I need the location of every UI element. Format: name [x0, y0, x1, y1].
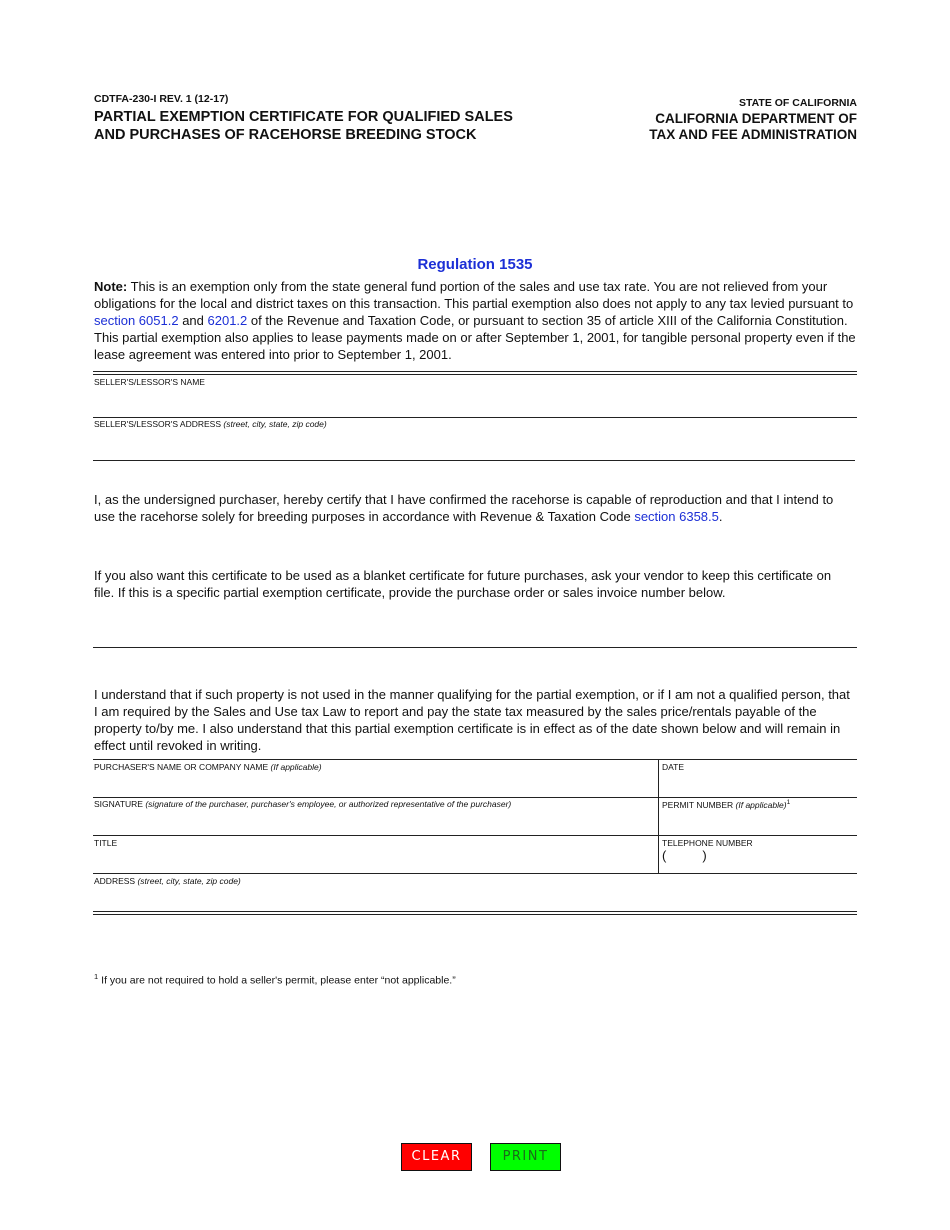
purchaser-name-field[interactable] [94, 773, 658, 797]
seller-address-hint: (street, city, state, zip code) [223, 419, 327, 429]
certification-text: I, as the undersigned purchaser, hereby certify that I have confirmed the racehorse is capable of reproduction and that I intend to use the racehorse solely for breeding purposes in accordance with Revenue & Taxation Code [94, 492, 834, 524]
purchaser-grid-bottom [93, 911, 857, 912]
purchaser-name-label-wrap [94, 762, 322, 772]
permit-footnote-mark: 1 [786, 799, 791, 806]
certification-end: . [718, 509, 723, 524]
purchaser-grid-divider [658, 759, 659, 873]
date-label: DATE [662, 762, 685, 772]
purchaser-row-4-line [93, 873, 857, 874]
telephone-open-paren: ( [662, 848, 667, 863]
purchase-order-underline [93, 647, 857, 648]
seller-name-underline [93, 417, 857, 418]
seller-address-field[interactable] [94, 432, 858, 460]
purchaser-grid-top [93, 759, 857, 760]
telephone-number-field[interactable] [712, 847, 858, 867]
regulation-heading: Regulation 1535 [417, 256, 533, 273]
note-text-3: of the Revenue and Taxation Code, or pursuant to section 35 of article XIII of the California Constitution. This partial exemption also applies to lease payments made on or after September 1, 2001, for tangible personal property even if the lease agreement was entered into prior to September 1, 2001. [94, 313, 856, 362]
seller-address-label: SELLER'S/LESSOR'S ADDRESS [94, 419, 222, 429]
telephone-area-code-field[interactable] [672, 847, 706, 867]
permit-hint: (If applicable) [735, 799, 787, 810]
form-title-line-2: AND PURCHASES OF RACEHORSE BREEDING STOCK [94, 127, 477, 143]
title-label: TITLE [94, 838, 118, 848]
purchaser-name-label: PURCHASER'S NAME OR COMPANY NAME [94, 762, 269, 772]
seller-name-field[interactable] [94, 390, 858, 416]
purchaser-address-label-wrap [94, 876, 241, 886]
form-number: CDTFA-230-I REV. 1 (12-17) [94, 93, 229, 105]
purchaser-row-3-line [93, 835, 857, 836]
footnote-mark: 1 [94, 972, 99, 981]
note-label: Note: [94, 279, 128, 294]
section-6201-2-link[interactable]: 6201.2 [207, 313, 248, 328]
agency-line-1: CALIFORNIA DEPARTMENT OF [655, 111, 857, 126]
purchaser-address-field[interactable] [94, 887, 858, 911]
signature-label-wrap [94, 799, 511, 809]
seller-address-label-wrap [94, 419, 327, 429]
signature-label: SIGNATURE [94, 799, 143, 809]
note-text-2: and [178, 313, 208, 328]
certification-paragraph [94, 491, 857, 525]
purchaser-address-label: ADDRESS [94, 876, 136, 886]
seller-divider-top-2 [93, 374, 857, 375]
permit-label-wrap [662, 799, 790, 810]
purchaser-row-2-line [93, 797, 857, 798]
permit-label: PERMIT NUMBER [662, 799, 734, 810]
purchaser-grid-bottom-2 [93, 914, 857, 915]
form-title [94, 108, 564, 144]
title-field[interactable] [94, 849, 658, 873]
telephone-label: TELEPHONE NUMBER [662, 838, 753, 848]
agency-line-2: TAX AND FEE ADMINISTRATION [649, 127, 857, 142]
seller-name-label: SELLER'S/LESSOR'S NAME [94, 377, 205, 387]
print-button[interactable]: PRINT [490, 1143, 561, 1171]
purchase-order-field[interactable] [94, 620, 858, 646]
signature-hint: (signature of the purchaser, purchaser's employee, or authorized representative of the purchaser) [145, 799, 512, 809]
seller-divider-top [93, 371, 857, 372]
note-paragraph [94, 278, 857, 363]
telephone-close-paren: ) [702, 848, 707, 863]
purchaser-name-hint: (If applicable) [270, 762, 322, 772]
agency-block [649, 97, 857, 143]
clear-button[interactable]: CLEAR [401, 1143, 472, 1171]
purchaser-address-hint: (street, city, state, zip code) [137, 876, 241, 886]
understanding-paragraph: I understand that if such property is not used in the manner qualifying for the partial exemption, or if I am not a qualified person, that I am required by the Sales and Use tax Law to report and pay the state tax measured by the sales price/rentals payable of the property to/by me. I also understand that this partial exemption certificate is in effect as of the date shown below and will remain in effect until revoked in writing. [94, 687, 850, 753]
footnote-text: If you are not required to hold a seller's permit, please enter “not applicable.” [101, 974, 456, 987]
blanket-paragraph: If you also want this certificate to be used as a blanket certificate for future purchases, ask your vendor to keep this certificate on file. If this is a specific partial exemption certificate, provide the purchase order or sales invoice number below. [94, 568, 832, 600]
note-text-1: This is an exemption only from the state general fund portion of the sales and use tax rate. You are not relieved from your obligations for the local and district taxes on this transaction. This partial exemption also does not apply to any tax levied pursuant to [94, 279, 854, 311]
section-6051-2-link[interactable]: section 6051.2 [94, 313, 179, 328]
state-label: STATE OF CALIFORNIA [738, 97, 857, 109]
permit-number-field[interactable] [662, 811, 858, 835]
footnote [94, 972, 456, 987]
form-title-line-1: PARTIAL EXEMPTION CERTIFICATE FOR QUALIFIED SALES [94, 109, 513, 125]
signature-field[interactable] [94, 811, 658, 835]
section-6358-5-link[interactable]: section 6358.5 [634, 509, 719, 524]
seller-address-underline [93, 460, 855, 461]
date-field[interactable] [662, 773, 858, 797]
